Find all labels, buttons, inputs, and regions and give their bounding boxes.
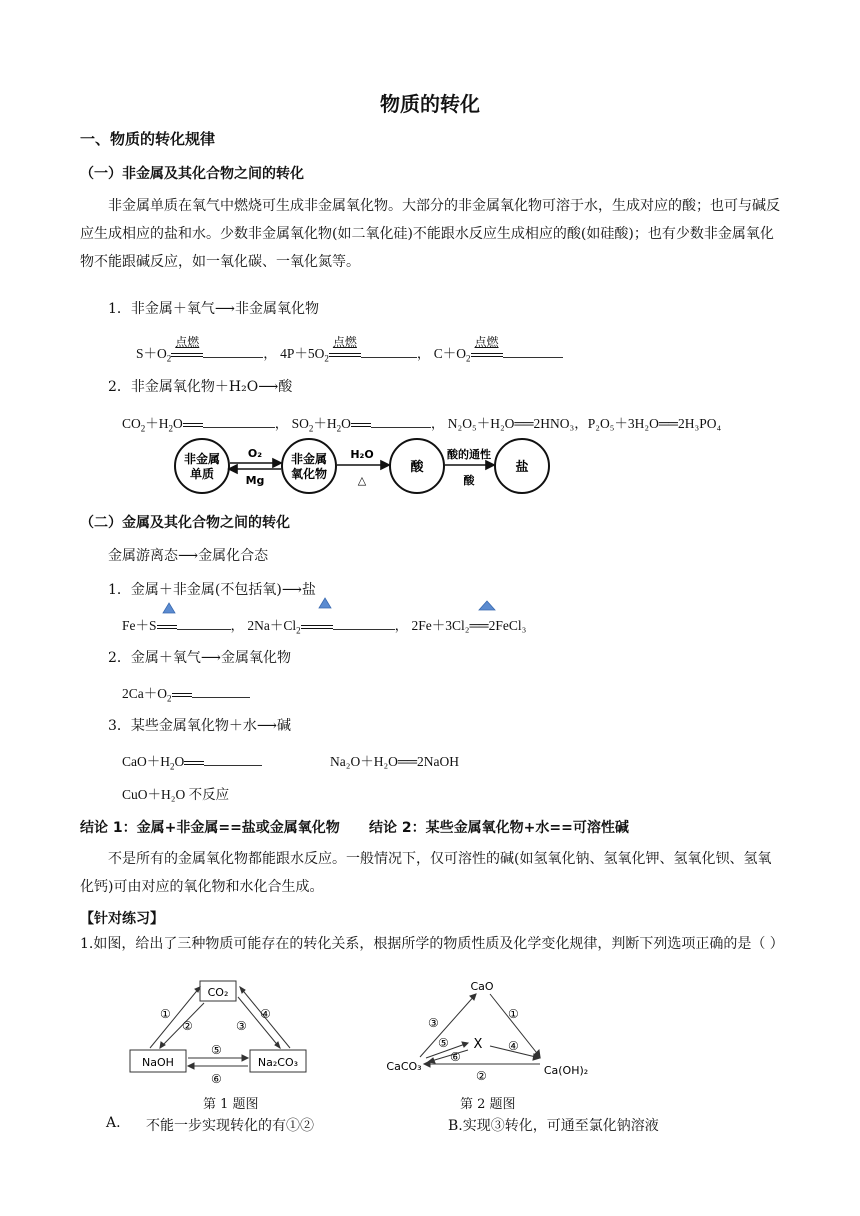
svg-text:Na₂CO₃: Na₂CO₃ [257,1056,299,1069]
question-1: 1.如图，给出了三种物质可能存在的转化关系，根据所学的物质性质及化学变化规律，判断下列选项正确的是（ ） [80,936,784,952]
figure-1-caption: 第 1 题图 [203,1097,259,1112]
rule-nonmetal-oxygen: 1．非金属＋氧气⟶非金属氧化物 [108,301,319,317]
svg-text:O₂: O₂ [247,447,263,460]
svg-text:CO₂: CO₂ [207,986,229,999]
paragraph-nonmetal: 非金属单质在氧气中燃烧可生成非金属氧化物。大部分的非金属氧化物可溶于水，生成对应的酸；也可与碱反应生成相应的盐和水。少数非金属氧化物(如二氧化硅)不能跟水反应生成相应的酸(如硅酸)；也有少数非金属氧化物不能跟碱反应，如一氧化碳、一氧化氮等。 [80,198,780,270]
rule-oxide-water: 2．非金属氧化物＋H₂O⟶酸 [108,379,293,395]
svg-text:Mg: Mg [245,474,265,487]
section-heading-1: 一、物质的转化规律 [80,130,216,148]
nonmetal-conversion-diagram [170,436,550,496]
svg-text:⑤: ⑤ [211,1043,222,1057]
heat-triangle-icon [162,602,176,614]
equation-line-oxide-water: $CO_2+H_2O$ ， $SO_2+H_2O$ ， N₂O₅＋H₂O══2HNO₃，P₂O₅＋3H₂O══2H₃PO₄ [122,416,722,434]
rule-metal-oxygen: 2．金属＋氧气⟶金属氧化物 [108,650,291,666]
heat-triangle-icon [318,597,332,609]
option-a-label: A. [106,1115,121,1131]
svg-text:CaO: CaO [470,980,494,993]
rule-oxide-base: 3．某些金属氧化物＋水⟶碱 [108,718,291,734]
svg-text:盐: 盐 [515,460,529,475]
practice-heading: 【针对练习】 [80,911,164,927]
rule-metal-nonmetal: 1．金属＋非金属(不包括氧)⟶盐 [108,582,316,598]
figure-2-diagram [380,972,600,1082]
figure-2-caption: 第 2 题图 [460,1097,516,1112]
equation-line-cao: $CaO+H_2O$ [122,750,262,772]
equation-line-metal-nonmetal: Fe＋S ， $2Na+Cl_2$ ， 2Fe＋3Cl₂══2FeCl₃ [122,618,527,636]
svg-text:②: ② [476,1069,487,1082]
conclusion-line: 结论 1：金属+非金属==盐或金属氧化物 结论 2：某些金属氧化物+水==可溶性碱 [80,820,629,836]
svg-text:③: ③ [236,1019,247,1033]
svg-text:酸: 酸 [410,460,424,475]
option-b: B.实现③转化，可通至氯化钠溶液 [448,1118,659,1134]
svg-text:Ca(OH)₂: Ca(OH)₂ [543,1064,589,1077]
svg-text:⑥: ⑥ [450,1050,461,1064]
svg-text:③: ③ [428,1016,439,1030]
equation-line-metal-oxygen: $2Ca+O_2$ [122,682,250,704]
metal-state-line: 金属游离态⟶金属化合态 [108,548,269,564]
svg-text:②: ② [182,1019,193,1033]
equation-line-na2o: Na₂O＋H₂O══2NaOH [330,754,460,769]
equation-line-combustion: $S+O_2$ 点燃 ， $4P+5O_2$ 点燃 ， $C+O_2$ 点燃 [136,342,563,364]
svg-text:氧化物: 氧化物 [290,467,328,481]
svg-text:⑥: ⑥ [211,1072,222,1085]
svg-text:X: X [473,1037,483,1052]
svg-text:①: ① [160,1007,171,1021]
svg-text:酸的通性: 酸的通性 [447,448,491,461]
condition-ignite: 点燃 [171,346,203,362]
svg-text:单质: 单质 [189,467,215,481]
svg-text:△: △ [357,474,367,487]
svg-text:酸: 酸 [463,474,475,487]
equation-line-cuo: CuO＋H₂O 不反应 [122,787,230,802]
svg-text:⑤: ⑤ [438,1036,449,1050]
svg-text:①: ① [508,1007,519,1021]
condition-ignite: 点燃 [329,346,361,362]
svg-text:非金属: 非金属 [183,452,221,466]
condition-ignite: 点燃 [471,346,503,362]
svg-text:非金属: 非金属 [290,452,328,466]
svg-text:CaCO₃: CaCO₃ [386,1060,422,1073]
heat-triangle-icon [478,600,496,611]
svg-text:④: ④ [260,1007,271,1021]
svg-text:H₂O: H₂O [350,448,374,461]
subsection-heading-1: （一）非金属及其化合物之间的转化 [80,166,304,182]
subsection-heading-2: （二）金属及其化合物之间的转化 [80,515,290,531]
svg-text:④: ④ [508,1039,519,1053]
svg-text:NaOH: NaOH [142,1056,174,1069]
paragraph-metal-oxide: 不是所有的金属氧化物都能跟水反应。一般情况下，仅可溶性的碱(如氢氧化钠、氢氧化钾、氢氧化钡、氢氧化钙)可由对应的氧化物和水化合生成。 [80,851,772,895]
page-title: 物质的转化 [380,92,480,116]
option-a: 不能一步实现转化的有①② [146,1118,314,1134]
figure-1-diagram [120,975,320,1085]
